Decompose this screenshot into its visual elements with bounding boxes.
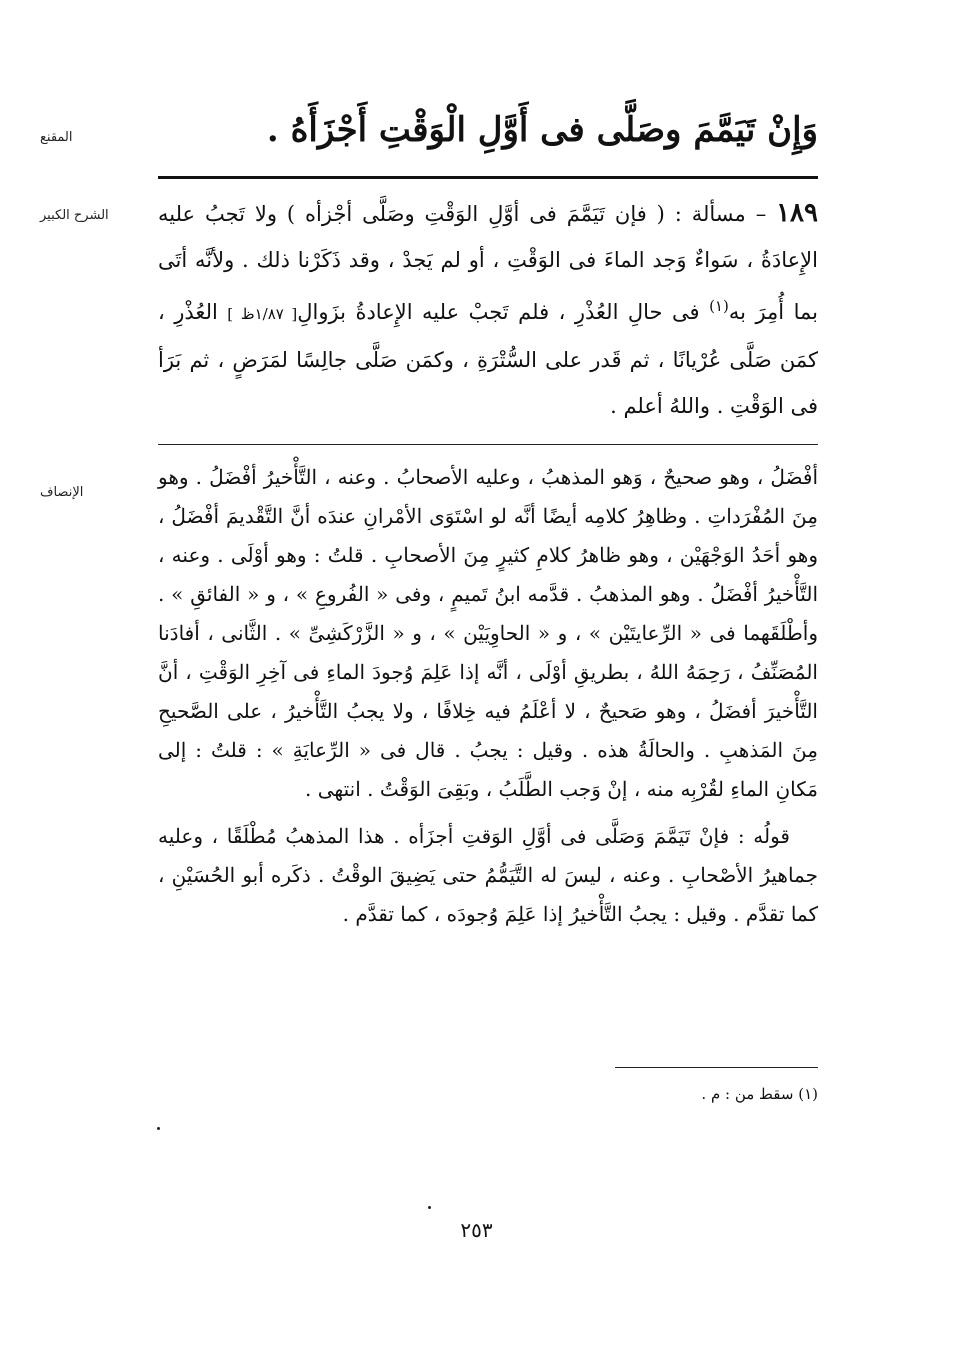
- insaf-text: [158, 458, 818, 934]
- sharh-text-part-2: فى حالِ العُذْرِ ، فلم تَجبْ عليه الإِعادةُ بزَوالِ: [297, 300, 710, 324]
- muqni-text: وَإِنْ تَيَمَّمَ وصَلَّى فى أَوَّلِ الْوَقْتِ أَجْزَأَهُ .: [266, 110, 818, 150]
- scan-speck: [157, 1127, 160, 1130]
- margin-label-muqni: المقنع: [40, 130, 73, 145]
- insaf-paragraph-1: أفْضَلُ ، وهو صحيحٌ ، وَهو المذهبُ ، وعليه الأصحابُ . وعنه ، التَّأْخيرُ أفْضَلُ . وهو مِنَ المُفْرَداتِ . وظاهِرُ كلامِه أيضًا أنَّه لو اسْتَوَى الأمْرانِ عندَه أنَّ التَّقْديمَ أفْضَلُ ، وهو أحَدُ الوَجْهَيْن ، وهو ظاهرُ كلامِ كثيرٍ مِنَ الأصحابِ . قلتُ : وهو أوْلَى . وعنه ، التَّأْخيرُ أفْضَلُ . وهو المذهبُ . قدَّمه ابنُ تَميمٍ ، وفى « الفُروعِ » ، و « الفائقِ » . وأطْلَقَهما فى « الرِّعايتَيْن » ، و « الحاوِيَيْن » ، و « الزَّرْكَشِىِّ » . الثَّانى ، أفادَنا المُصَنِّفُ ، رَحِمَهُ اللهُ ، بطريقِ أوْلَى ، أنَّه إذا عَلِمَ وُجودَ الماءِ فى آخِرِ الوَقْتِ ، أنَّ التَّأْخيرَ أفضَلُ ، وهو صَحيحٌ ، لا أعْلَمُ فيه خِلافًا ، ولا يجبُ التَّأْخيرُ ، على الصَّحيحِ مِنَ المَذهبِ . والحالَةُ هذه . وقيل : يجبُ . قال فى « الرِّعايَةِ » : قلتُ : إلى مَكانِ الماءِ لقُرْبِه منه ، إنْ وَجب الطَّلَبُ ، وبَقِىَ الوَقْتُ . انتهى .: [158, 465, 818, 801]
- scan-speck: [428, 1206, 431, 1209]
- folio-marker: [ ١/٨٧ظ ]: [227, 305, 298, 323]
- sharh-text-part-1: – مسألة : ( فإن تَيَمَّمَ فى أوَّلِ الوَقْتِ وصَلَّى أجْزأه ) ولا تَجبُ عليه الإِعادَةُ ، سَواءٌ وَجد الماءَ فى الوَقْتِ ، أو لم يَجدْ ، وقد ذَكَرْنا ذلك . ولأنَّه أتَى بما أُمِرَ به: [158, 202, 818, 324]
- section-divider-thin: [158, 444, 818, 445]
- margin-label-insaf: الإنصاف: [40, 485, 84, 500]
- footnote-reference: (١): [709, 297, 729, 315]
- margin-label-sharh: الشرح الكبير: [40, 208, 109, 223]
- insaf-paragraph-2: قولُه : فإنْ تَيَمَّمَ وَصَلَّى فى أوَّلِ الوَقتِ أجزَأه . هذا المذهبُ مُطْلَقًا ، وعليه جماهيرُ الأصْحابِ . وعنه ، ليسَ له التَّيَمُّمُ حتى يَضِيقَ الوقْتُ . ذكَره أبو الحُسَيْنِ ، كما تقدَّم . وقيل : يجبُ التَّأْخيرُ إذا عَلِمَ وُجودَه ، كما تقدَّم .: [158, 824, 818, 926]
- page-number: ٢٥٣: [460, 1218, 493, 1242]
- footnote-divider: [615, 1067, 818, 1068]
- footnote: (١) سقط من : م .: [701, 1085, 818, 1103]
- issue-number: ١٨٩: [776, 198, 818, 228]
- sharh-text-part-3: العُذْرِ ، كمَن صَلَّى عُرْيانًا ، ثم قَدر على السُّتْرَةِ ، وكمَن صَلَّى جالِسًا لمَرَضٍ ، ثم بَرَأ فى الوَقْتِ . واللهُ أعلم .: [158, 300, 818, 418]
- section-divider-thick: [158, 176, 818, 179]
- sharh-text: [158, 190, 818, 429]
